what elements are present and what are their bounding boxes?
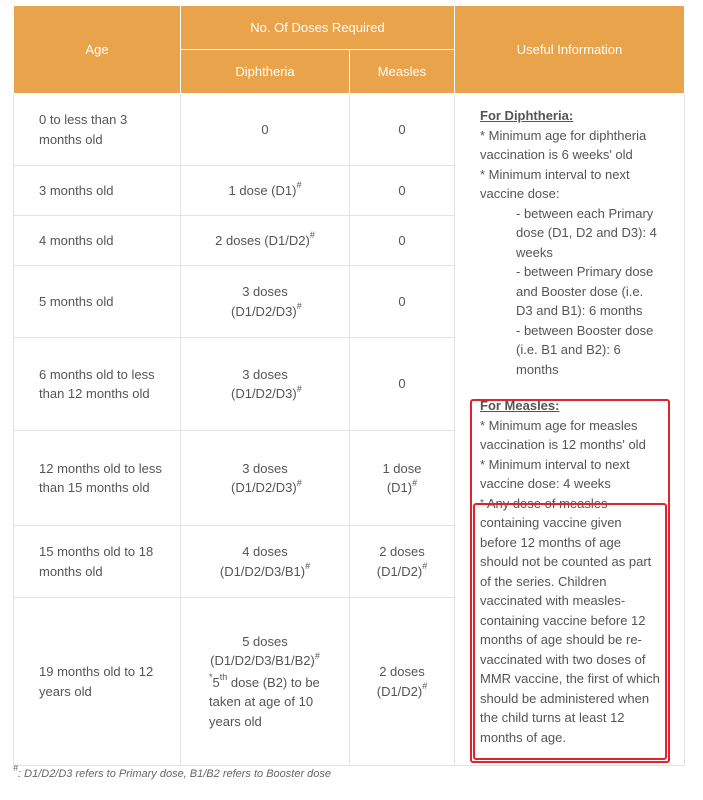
age-cell: 19 months old to 12 years old [14,598,181,766]
header-age: Age [14,6,181,94]
footnote-mark: # [296,301,302,312]
vaccination-table [13,5,685,766]
dose-number: 5 [212,674,220,690]
footnote-mark: # [13,763,19,774]
dose-text: 1 dose (D1) [228,182,297,198]
measles-cell: 0 [350,166,455,216]
ordinal-suffix: th [219,672,228,683]
footnote-mark: # [422,681,428,692]
age-cell: 12 months old to less than 15 months old [14,431,181,526]
asterisk-mark: * [209,672,213,683]
measles-cell [350,598,455,766]
useful-info-cell [455,94,685,766]
measles-info-heading: For Measles: [480,398,560,413]
measles-cell: 0 [350,266,455,338]
diphtheria-min-interval: * Minimum interval to next vaccine dose: [480,166,630,201]
diphtheria-interval-primary: - between each Primary dose (D1, D2 and D3): 4 weeks [516,205,657,260]
dose-text: 2 doses (D1/D2) [376,544,425,579]
footnote-mark: # [412,477,418,488]
footnote-text: : D1/D2/D3 refers to Primary dose, B1/B2 refers to Booster dose [18,768,332,780]
dose-text: 4 doses (D1/D2/D3/B1) [219,544,306,579]
b2-note [209,673,339,732]
age-cell: 3 months old [14,166,181,216]
measles-min-age: * Minimum age for measles vaccination is 12 months' old [480,417,646,452]
diphtheria-min-age: * Minimum age for diphtheria vaccination is 6 weeks' old [480,127,647,162]
dose-text: 3 doses (D1/D2/D3) [231,366,297,401]
diphtheria-cell [181,338,350,431]
header-useful-info: Useful Information [455,6,685,94]
diphtheria-cell [181,431,350,526]
measles-note-text: Any dose of measles-containing vaccine given before 12 months of age should not be counted as part of the series. Children vaccinated with measles-containing vaccine before 12 months of age should be re-vaccinated with two doses of MMR vaccine, the first of which should be administered when the child turns at least 12 months of age. [480,495,660,745]
diphtheria-cell [181,266,350,338]
dose-text: 3 doses (D1/D2/D3) [231,460,297,495]
footnote-mark: # [309,230,315,241]
header-measles: Measles [350,50,455,94]
table-row [14,94,685,166]
measles-note [480,494,662,748]
header-doses-required: No. Of Doses Required [181,6,455,50]
footnote-mark: # [305,561,311,572]
dose-text: 5 doses (D1/D2/D3/B1/B2) [210,633,315,669]
diphtheria-cell [181,166,350,216]
measles-cell: 0 [350,216,455,266]
dose-text: 2 doses (D1/D2) [376,664,425,699]
dose-text: 2 doses (D1/D2) [215,232,310,248]
footnote-mark: # [296,180,302,191]
dose-text: 1 dose (D1) [382,460,422,495]
age-cell: 6 months old to less than 12 months old [14,338,181,431]
footnote-mark: # [296,477,302,488]
measles-min-interval: * Minimum interval to next vaccine dose: 4 weeks [480,456,630,491]
diphtheria-info-heading: For Diphtheria: [480,108,574,123]
footnote-mark: # [422,561,428,572]
diphtheria-cell [181,526,350,598]
age-cell: 5 months old [14,266,181,338]
diphtheria-cell [181,216,350,266]
diphtheria-interval-booster: - between Booster dose (i.e. B1 and B2): 6 months [516,322,654,377]
diphtheria-interval-primary-booster: - between Primary dose and Booster dose (i.e. D3 and B1): 6 months [516,264,654,318]
measles-cell: 0 [350,94,455,166]
diphtheria-cell: 0 [181,94,350,166]
b2-note-text: dose (B2) to be taken at age of 10 years old [209,674,320,729]
diphtheria-cell [181,598,350,766]
footnote-mark: # [296,383,302,394]
age-cell: 15 months old to 18 months old [14,526,181,598]
header-diphtheria: Diphtheria [181,50,350,94]
table-footnote [13,763,332,780]
footnote-mark: # [314,650,320,661]
age-cell: 0 to less than 3 months old [14,94,181,166]
dose-text: 3 doses (D1/D2/D3) [231,284,297,319]
measles-cell [350,526,455,598]
measles-note-mark: * [480,497,484,509]
age-cell: 4 months old [14,216,181,266]
measles-cell: 0 [350,338,455,431]
measles-cell [350,431,455,526]
